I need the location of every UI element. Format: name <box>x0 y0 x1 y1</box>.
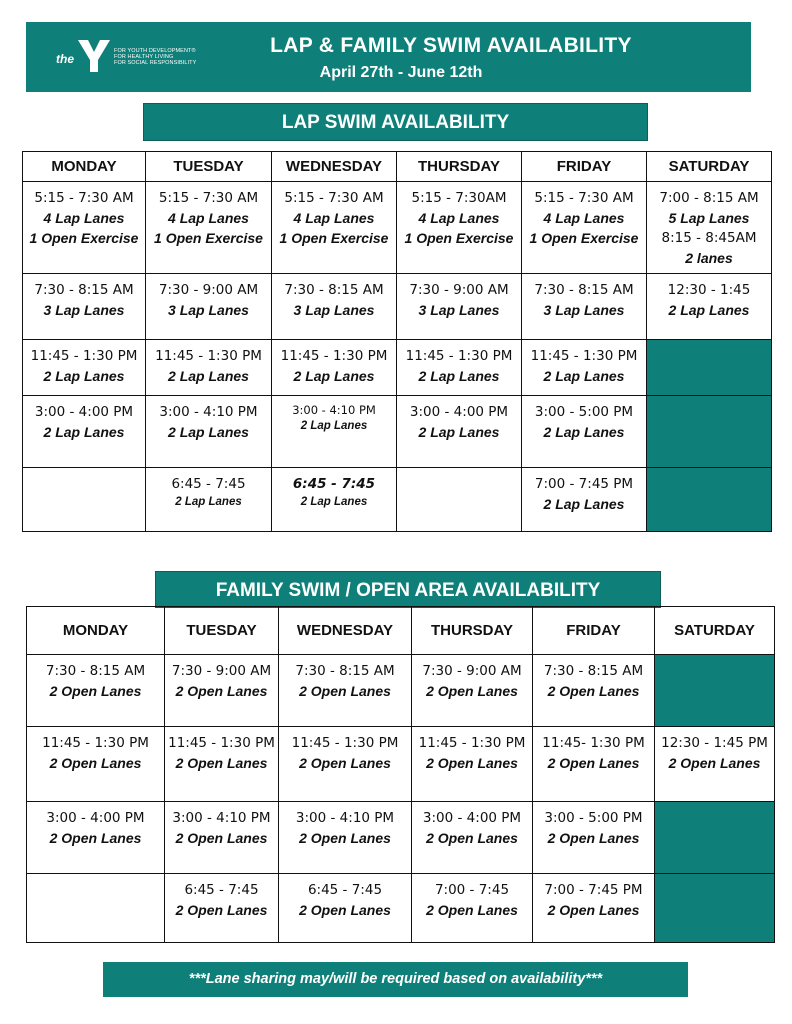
schedule-cell: 6:45 - 7:45 2 Open Lanes <box>165 874 279 943</box>
unavailable-cell <box>647 396 772 468</box>
schedule-cell: 3:00 - 5:00 PM 2 Open Lanes <box>533 802 655 874</box>
logo-the-text: the <box>56 52 74 66</box>
schedule-cell: 3:00 - 4:10 PM 2 Lap Lanes <box>272 396 397 468</box>
day-header: WEDNESDAY <box>279 607 412 655</box>
schedule-cell: 7:30 - 8:15 AM 3 Lap Lanes <box>23 274 146 340</box>
schedule-cell: 11:45 - 1:30 PM 2 Lap Lanes <box>23 340 146 396</box>
schedule-cell: 7:00 - 7:45 PM 2 Open Lanes <box>533 874 655 943</box>
day-header: MONDAY <box>27 607 165 655</box>
schedule-cell: 7:30 - 8:15 AM 2 Open Lanes <box>533 655 655 727</box>
table-row <box>23 468 772 532</box>
schedule-cell: 5:15 - 7:30 AM 4 Lap Lanes 1 Open Exercise <box>23 182 146 274</box>
schedule-cell: 7:30 - 8:15 AM 3 Lap Lanes <box>522 274 647 340</box>
day-header: SATURDAY <box>647 152 772 182</box>
day-header: THURSDAY <box>412 607 533 655</box>
schedule-cell: 7:00 - 7:45 PM 2 Lap Lanes <box>522 468 647 532</box>
lap-swim-table <box>22 151 772 532</box>
header-banner <box>26 22 751 92</box>
schedule-cell: 11:45 - 1:30 PM 2 Lap Lanes <box>397 340 522 396</box>
table-row <box>27 802 775 874</box>
schedule-cell: 6:45 - 7:45 2 Open Lanes <box>279 874 412 943</box>
lap-swim-banner: LAP SWIM AVAILABILITY <box>143 103 648 141</box>
schedule-cell: 5:15 - 7:30 AM 4 Lap Lanes 1 Open Exercise <box>272 182 397 274</box>
schedule-cell: 7:30 - 9:00 AM 3 Lap Lanes <box>146 274 272 340</box>
day-header: FRIDAY <box>522 152 647 182</box>
page-title: LAP & FAMILY SWIM AVAILABILITY <box>270 34 632 57</box>
schedule-cell: 7:00 - 7:45 2 Open Lanes <box>412 874 533 943</box>
schedule-cell: 6:45 - 7:45 2 Lap Lanes <box>146 468 272 532</box>
schedule-cell: 11:45 - 1:30 PM 2 Open Lanes <box>279 727 412 802</box>
schedule-cell: 11:45 - 1:30 PM 2 Open Lanes <box>27 727 165 802</box>
family-swim-banner: FAMILY SWIM / OPEN AREA AVAILABILITY <box>155 571 661 608</box>
schedule-cell: 7:30 - 9:00 AM 2 Open Lanes <box>165 655 279 727</box>
schedule-cell: 5:15 - 7:30AM 4 Lap Lanes 1 Open Exercise <box>397 182 522 274</box>
unavailable-cell <box>655 874 775 943</box>
family-swim-table <box>26 606 775 943</box>
schedule-cell: 3:00 - 4:10 PM 2 Lap Lanes <box>146 396 272 468</box>
table-row <box>27 727 775 802</box>
day-header: FRIDAY <box>533 607 655 655</box>
unavailable-cell <box>647 468 772 532</box>
schedule-cell: 3:00 - 4:10 PM 2 Open Lanes <box>279 802 412 874</box>
lane-sharing-note: ***Lane sharing may/will be required based on availability*** <box>103 962 688 997</box>
schedule-cell: 12:30 - 1:45 2 Lap Lanes <box>647 274 772 340</box>
schedule-cell: 7:30 - 9:00 AM 3 Lap Lanes <box>397 274 522 340</box>
day-header: THURSDAY <box>397 152 522 182</box>
schedule-cell: 11:45 - 1:30 PM 2 Lap Lanes <box>146 340 272 396</box>
table-row <box>23 274 772 340</box>
schedule-cell: 3:00 - 4:00 PM 2 Lap Lanes <box>23 396 146 468</box>
date-range: April 27th - June 12th <box>319 64 483 81</box>
schedule-cell: 11:45 - 1:30 PM 2 Open Lanes <box>165 727 279 802</box>
unavailable-cell <box>655 655 775 727</box>
schedule-cell: 6:45 - 7:45 2 Lap Lanes <box>272 468 397 532</box>
table-row <box>23 182 772 274</box>
table-row <box>23 396 772 468</box>
schedule-cell: 7:30 - 8:15 AM 2 Open Lanes <box>27 655 165 727</box>
table-row <box>23 340 772 396</box>
ymca-logo <box>56 34 216 80</box>
unavailable-cell <box>647 340 772 396</box>
schedule-cell: 5:15 - 7:30 AM 4 Lap Lanes 1 Open Exercise <box>146 182 272 274</box>
day-header: WEDNESDAY <box>272 152 397 182</box>
schedule-cell: 7:30 - 8:15 AM 3 Lap Lanes <box>272 274 397 340</box>
schedule-cell: 5:15 - 7:30 AM 4 Lap Lanes 1 Open Exercise <box>522 182 647 274</box>
day-header: TUESDAY <box>146 152 272 182</box>
schedule-cell: 12:30 - 1:45 PM 2 Open Lanes <box>655 727 775 802</box>
schedule-cell: 7:00 - 8:15 AM 5 Lap Lanes 8:15 - 8:45AM 2 lanes <box>647 182 772 274</box>
schedule-cell: 3:00 - 4:00 PM 2 Open Lanes <box>27 802 165 874</box>
lap-header-row <box>23 152 772 182</box>
day-header: SATURDAY <box>655 607 775 655</box>
schedule-cell <box>23 468 146 532</box>
table-row <box>27 655 775 727</box>
schedule-cell <box>397 468 522 532</box>
schedule-cell: 3:00 - 4:00 PM 2 Open Lanes <box>412 802 533 874</box>
schedule-cell: 11:45 - 1:30 PM 2 Lap Lanes <box>272 340 397 396</box>
schedule-cell <box>27 874 165 943</box>
schedule-cell: 11:45 - 1:30 PM 2 Lap Lanes <box>522 340 647 396</box>
schedule-cell: 7:30 - 8:15 AM 2 Open Lanes <box>279 655 412 727</box>
day-header: TUESDAY <box>165 607 279 655</box>
logo-tagline: FOR YOUTH DEVELOPMENT® FOR HEALTHY LIVING FOR SOCIAL RESPONSIBILITY <box>114 48 197 67</box>
schedule-cell: 3:00 - 5:00 PM 2 Lap Lanes <box>522 396 647 468</box>
schedule-cell: 11:45 - 1:30 PM 2 Open Lanes <box>412 727 533 802</box>
schedule-cell: 3:00 - 4:00 PM 2 Lap Lanes <box>397 396 522 468</box>
day-header: MONDAY <box>23 152 146 182</box>
table-row <box>27 874 775 943</box>
schedule-cell: 7:30 - 9:00 AM 2 Open Lanes <box>412 655 533 727</box>
schedule-cell: 11:45- 1:30 PM 2 Open Lanes <box>533 727 655 802</box>
ymca-y-icon <box>76 38 112 74</box>
family-header-row <box>27 607 775 655</box>
unavailable-cell <box>655 802 775 874</box>
schedule-cell: 3:00 - 4:10 PM 2 Open Lanes <box>165 802 279 874</box>
